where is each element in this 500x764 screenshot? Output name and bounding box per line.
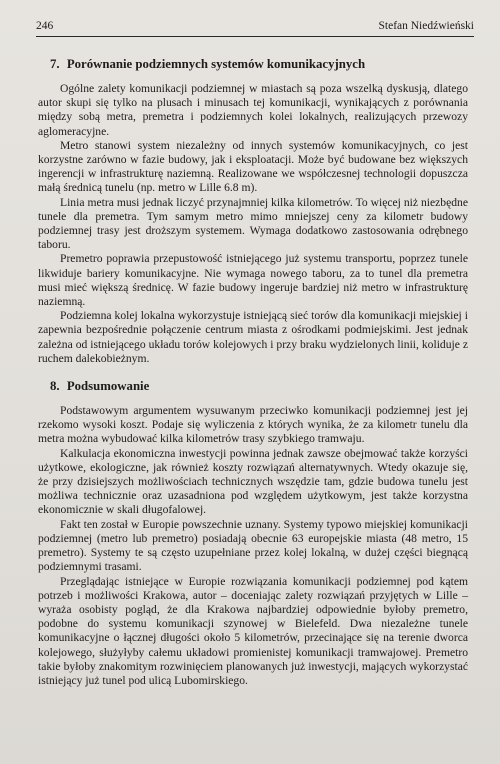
paragraph: Fakt ten został w Europie powszechnie uznany. Systemy typowo miejskiej komunikacji podziemnej (metro lub premetro) posiadają obecnie 63 europejskie miasta (48 metro, 15 premetro). Systemy te są często uzupełniane przez kolej lokalną, w dużej części biegnącą podziemnymi trasami. bbox=[38, 517, 468, 574]
section-8-number: 8. bbox=[50, 379, 60, 394]
section-8-heading bbox=[50, 378, 468, 394]
running-author: Stefan Niedźwieński bbox=[378, 20, 474, 32]
paragraph: Premetro poprawia przepustowość istniejącego już systemu transportu, poprzez tunele likwiduje bariery komunikacyjne. Nie wymaga nowego taboru, za to tunel dla premetra musi mieć większą średnicę. W fazie budowy ingeruje bardziej niż metro w infrastrukturę naziemną. bbox=[38, 252, 468, 309]
section-8-title: Podsumowanie bbox=[66, 379, 150, 394]
section-7-title: Porównanie podziemnych systemów komunikacyjnych bbox=[66, 57, 366, 71]
paragraph: Podziemna kolej lokalna wykorzystuje istniejącą sieć torów dla komunikacji miejskiej i zapewnia bezpośrednie połączenie centrum miasta z ośrodkami podmiejskimi. Jest jednak zależna od istniejącego układu torów kolejowych i przy braku wydzielonych linii, koliduje z ruchem dalekobieżnym. bbox=[38, 309, 468, 365]
section-7-number: 7. bbox=[50, 57, 60, 71]
page-number: 246 bbox=[36, 20, 54, 32]
page-body bbox=[38, 50, 468, 688]
paragraph: Podstawowym argumentem wysuwanym przeciwko komunikacji podziemnej jest jej rzekomo wysoki koszt. Podaje się wyliczenia z których wynika, że za kilometr tunelu dla metra można wybudować kilka kilometrów trasy szybkiego tramwaju. bbox=[38, 404, 468, 446]
paragraph: Przeglądając istniejące w Europie rozwiązania komunikacji podziemnej pod kątem potrzeb i możliwości Krakowa, autor – doceniając zalety rozwiązań przyjętych w Lille – wyraża osobisty pogląd, że dla Krakowa najbardziej odpowiednie byłoby premetro, podobne do systemu komunikacji szynowej w Bielefeld. Dwa niezależne tunele komunikacyjne o łącznej długości około 5 kilometrów, przecinające się na terenie dworca kolejowego, służyłyby całemu układowi promienistej komunikacji tramwajowej. Premetro takie byłoby znakomitym rozwinięciem planowanych już inwestycji, mających wykorzystać istniejący już tunel pod ulicą Lubomirskiego. bbox=[38, 574, 468, 687]
paragraph: Linia metra musi jednak liczyć przynajmniej kilka kilometrów. To więcej niż niezbędne tunele dla premetra. Tym samym metro mimo mniejszej ceny za kilometr budowy podziemnej trasy jest droższym systemem. Wymaga dodatkowo zastosowania odrębnego taboru. bbox=[38, 195, 468, 252]
paragraph: Metro stanowi system niezależny od innych systemów komunikacyjnych, co jest korzystne zarówno w fazie budowy, jak i eksploatacji. Może być budowane bez większych ingerencji w infrastrukturę naziemną. Realizowane we współczesnej technologii dopuszcza małą średnicą tunelu (np. metro w Lille 6.8 m). bbox=[38, 138, 468, 195]
paragraph: Kalkulacja ekonomiczna inwestycji powinna jednak zawsze obejmować także korzyści użytkowe, ekologiczne, jak również koszty rozwiązań alternatywnych. Wtedy okazuje się, że przy dzisiejszych możliwościach technicznych wszędzie tam, gdzie budowa tunelu jest możliwa technicznie oraz uzasadniona pod względem użytkowym, jest także korzystna ekonomicznie w skali długofalowej. bbox=[38, 446, 468, 517]
running-header bbox=[36, 18, 474, 34]
paragraph: Ogólne zalety komunikacji podziemnej w miastach są poza wszelką dyskusją, dlatego autor skupi się tylko na plusach i minusach tej komunikacji, wynikających z porównania między sobą metra, premetra i podziemnych kolei lokalnych, realizujących przewozy aglomeracyjne. bbox=[38, 82, 468, 138]
section-7-heading bbox=[50, 56, 468, 72]
header-rule bbox=[36, 36, 474, 37]
